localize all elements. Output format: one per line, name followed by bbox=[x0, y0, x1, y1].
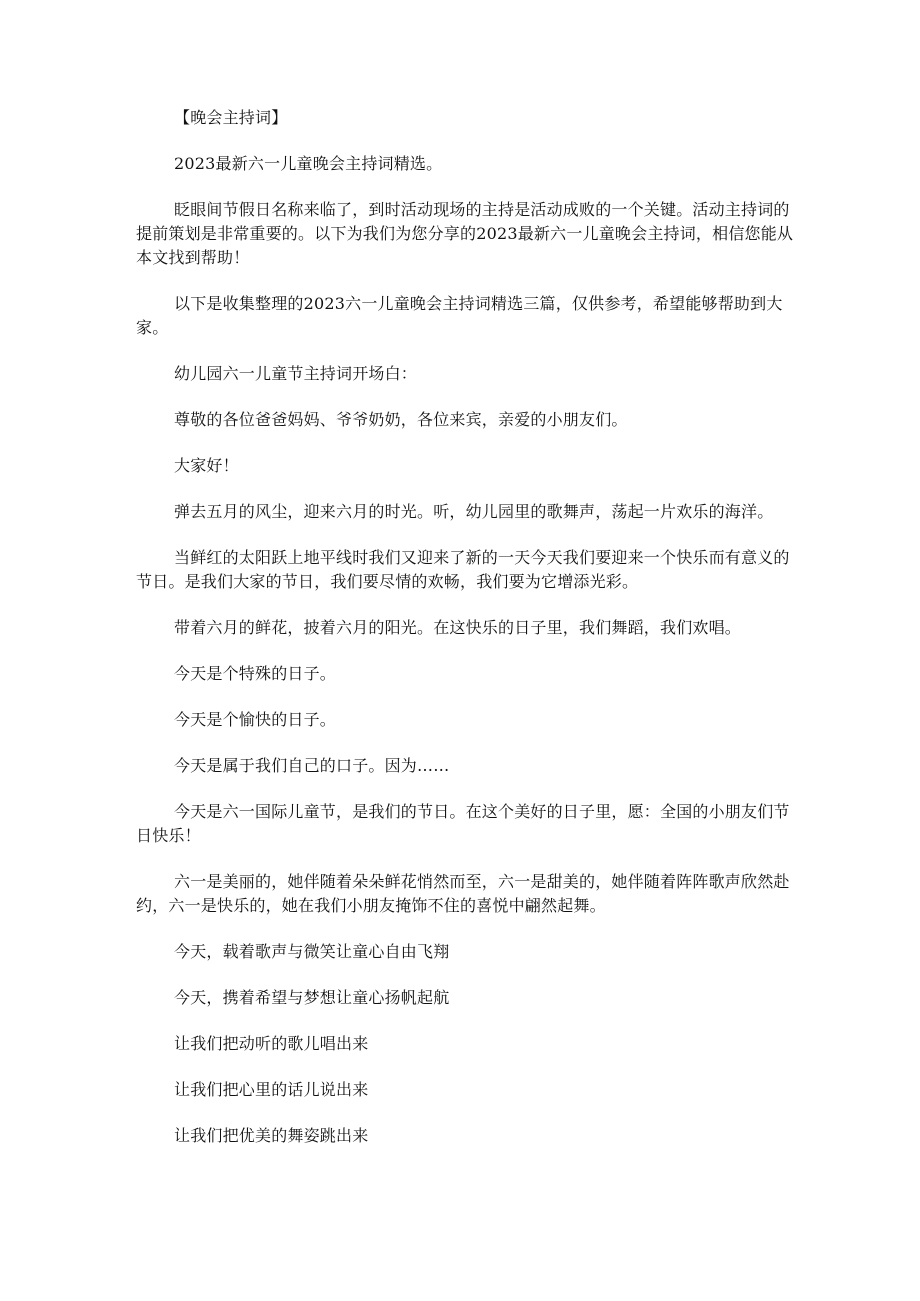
document-body bbox=[136, 106, 796, 1170]
paragraph: 尊敬的各位爸爸妈妈、爷爷奶奶，各位来宾，亲爱的小朋友们。 bbox=[174, 410, 628, 429]
paragraph: 弹去五月的风尘，迎来六月的时光。听，幼儿园里的歌舞声，荡起一片欢乐的海洋。 bbox=[174, 502, 774, 521]
paragraph: 今天，携着希望与梦想让童心扬帆起航 bbox=[174, 988, 450, 1007]
paragraph: 带着六月的鲜花，披着六月的阳光。在这快乐的日子里，我们舞蹈，我们欢唱。 bbox=[174, 618, 742, 637]
paragraph: 让我们把心里的话儿说出来 bbox=[174, 1080, 369, 1099]
paragraph: 今天是属于我们自己的口子。因为…… bbox=[174, 756, 450, 775]
paragraph: 今天是六一国际儿童节，是我们的节日。在这个美好的日子里，愿：全国的小朋友们节日快乐！ bbox=[136, 802, 790, 845]
paragraph: 大家好！ bbox=[174, 456, 239, 475]
paragraph-section-title: 幼儿园六一儿童节主持词开场白： bbox=[174, 364, 418, 383]
paragraph: 让我们把动听的歌儿唱出来 bbox=[174, 1034, 369, 1053]
paragraph: 六一是美丽的，她伴随着朵朵鲜花悄然而至，六一是甜美的，她伴随着阵阵歌声欣然赴约，六一是快乐的，她在我们小朋友掩饰不住的喜悦中翩然起舞。 bbox=[136, 872, 790, 915]
paragraph: 今天是个愉快的日子。 bbox=[174, 710, 337, 729]
paragraph-intro-title: 2023最新六一儿童晚会主持词精选。 bbox=[174, 154, 443, 173]
paragraph: 让我们把优美的舞姿跳出来 bbox=[174, 1126, 369, 1145]
paragraph: 今天是个特殊的日子。 bbox=[174, 664, 337, 683]
paragraph: 当鲜红的太阳跃上地平线时我们又迎来了新的一天今天我们要迎来一个快乐而有意义的节日。是我们大家的节日，我们要尽情的欢畅，我们要为它增添光彩。 bbox=[136, 548, 790, 591]
document-heading: 【晚会主持词】 bbox=[174, 108, 288, 127]
paragraph-intro: 眨眼间节假日名称来临了，到时活动现场的主持是活动成败的一个关键。活动主持词的提前策划是非常重要的。以下为我们为您分享的2023最新六一儿童晚会主持词，相信您能从本文找到帮助！ bbox=[136, 200, 794, 267]
paragraph: 今天，载着歌声与微笑让童心自由飞翔 bbox=[174, 942, 450, 961]
paragraph-collection-note: 以下是收集整理的2023六一儿童晚会主持词精选三篇，仅供参考，希望能够帮助到大家。 bbox=[136, 294, 783, 337]
